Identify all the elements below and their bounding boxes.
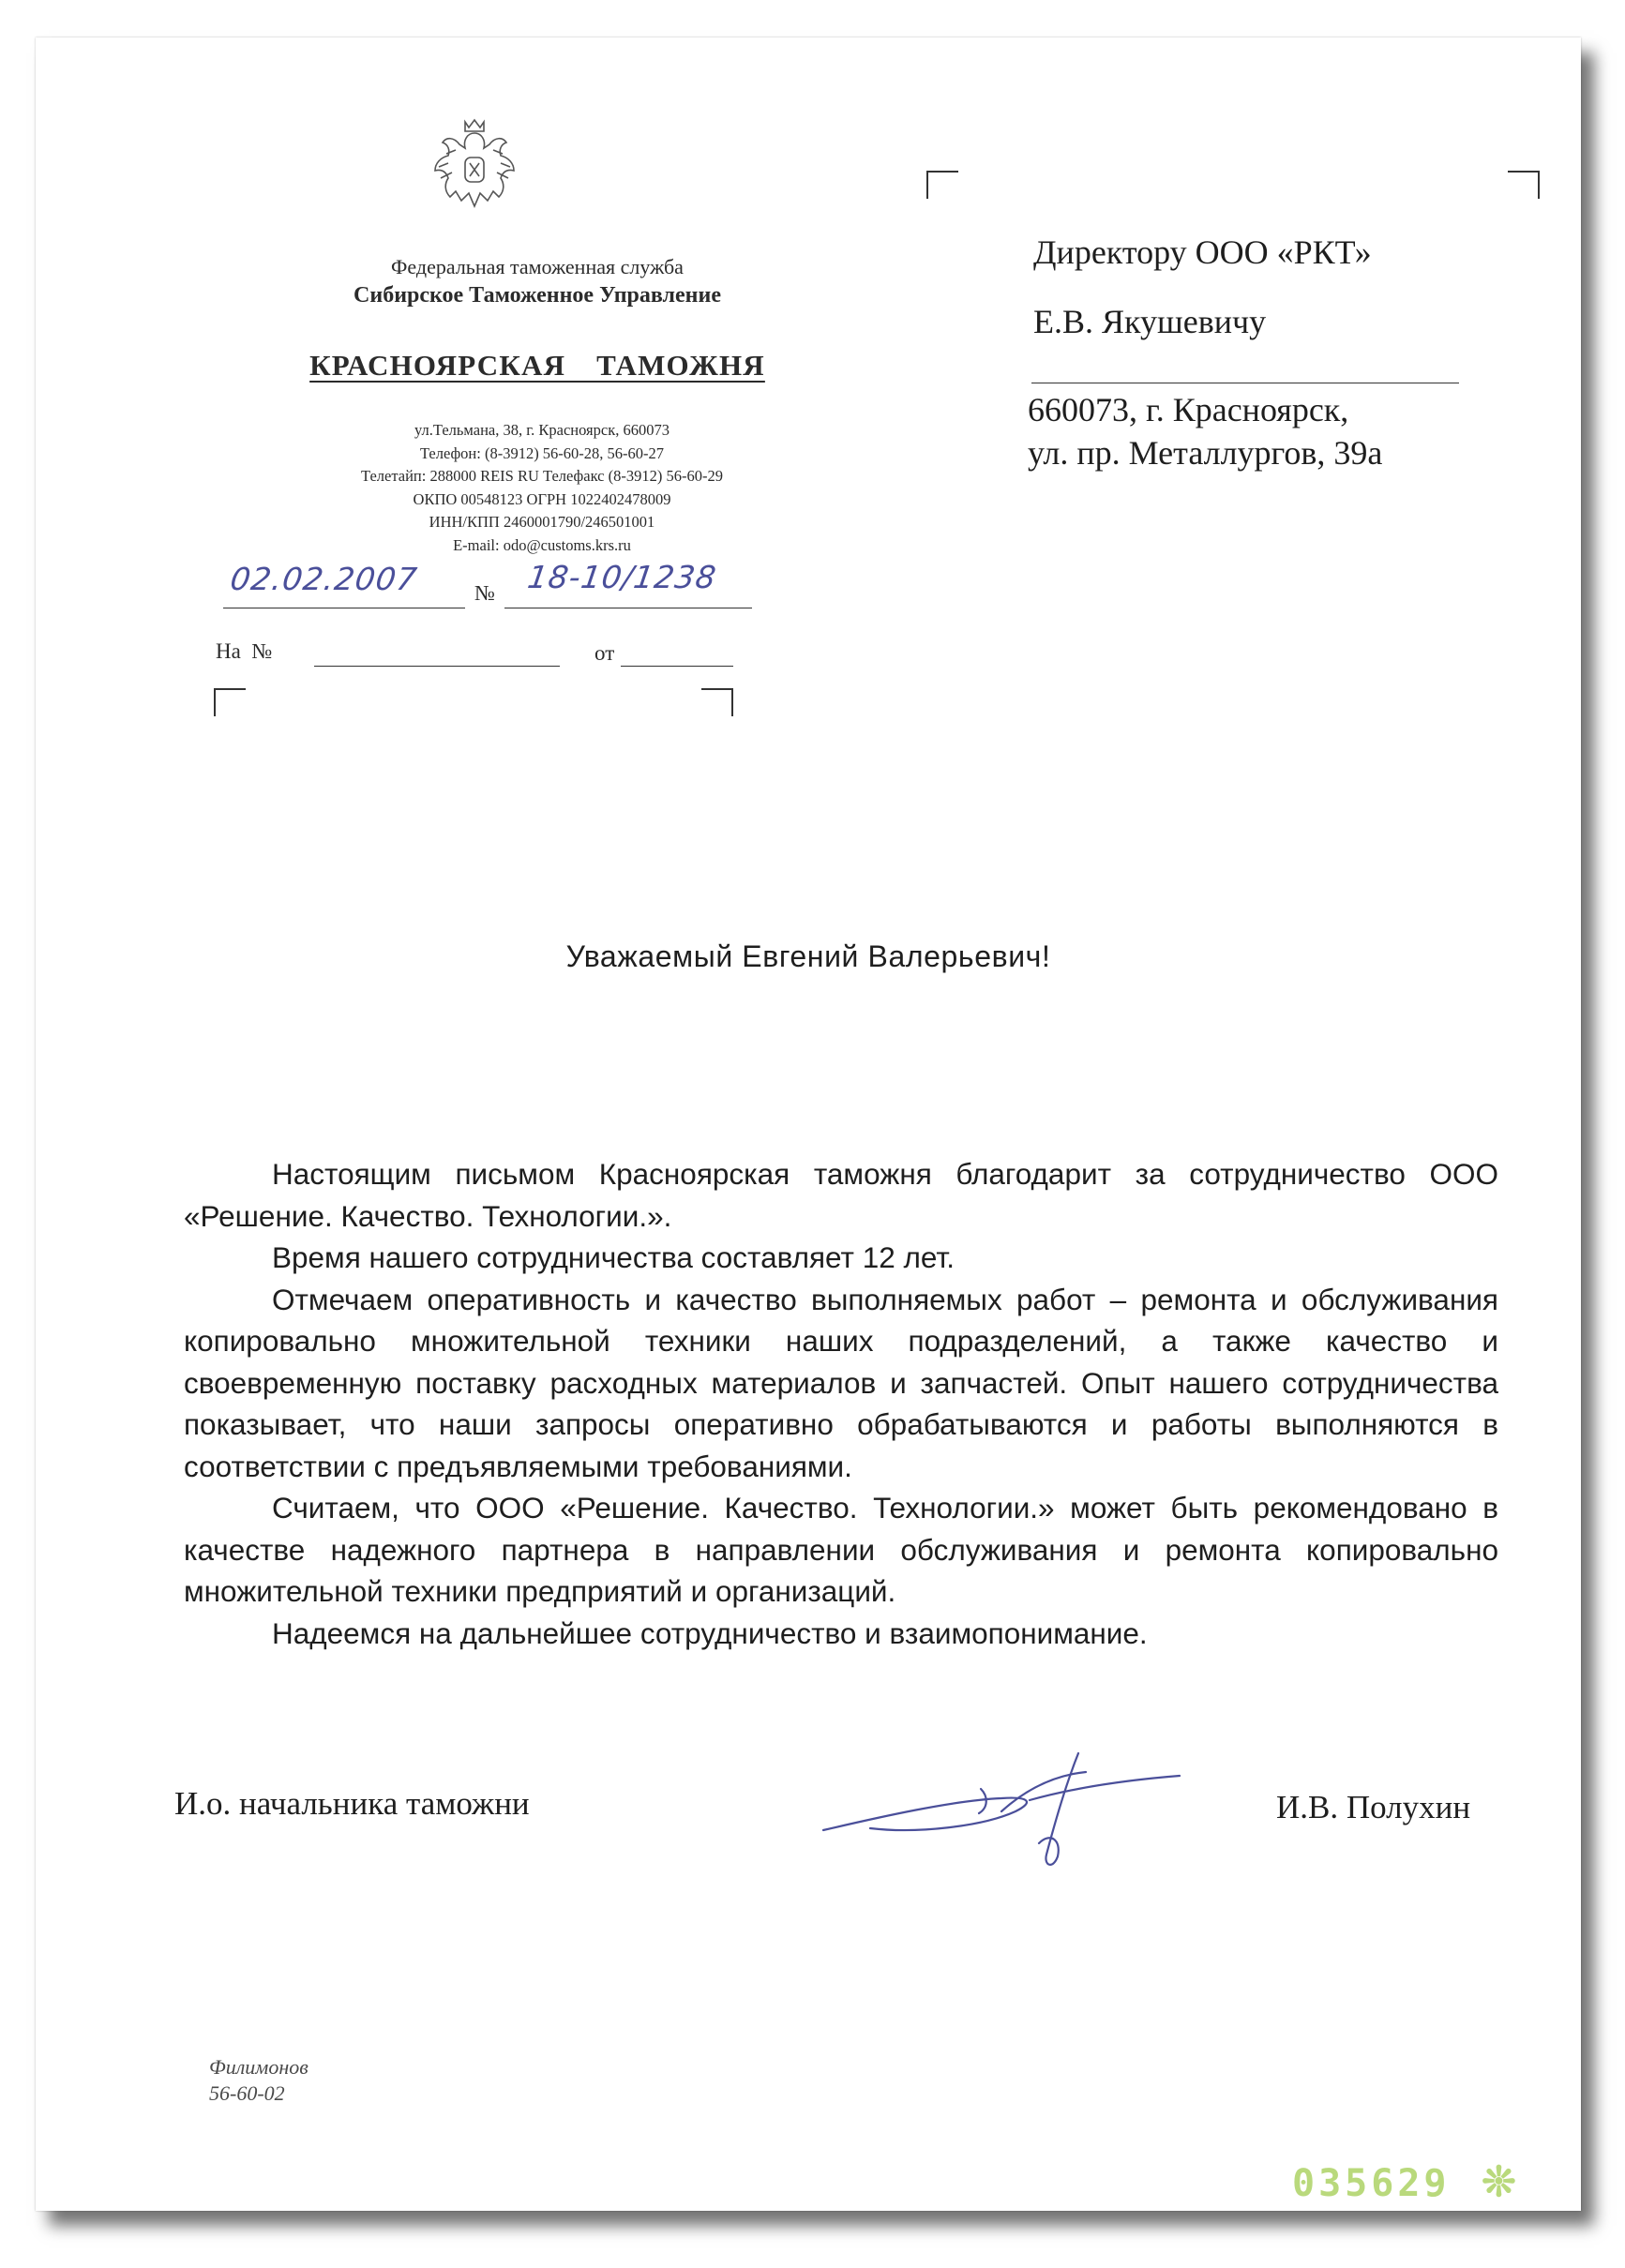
sender-address-block <box>261 419 823 557</box>
serial-mark-icon: ❊ <box>1482 2159 1516 2205</box>
recipient-street: ул. пр. Металлургов, 39а <box>1028 434 1383 472</box>
reference-number-line <box>314 666 560 667</box>
sender-teletype-fax: Телетайп: 288000 REIS RU Телефакс (8-3912) 56-60-29 <box>361 467 723 485</box>
recipient-corner-left <box>926 171 958 199</box>
sender-email: E-mail: odo@customs.krs.ru <box>453 535 631 554</box>
body-paragraph: Время нашего сотрудничества составляет 12 лет. <box>272 1240 955 1274</box>
address-corner-left <box>214 688 246 716</box>
directorate-name: Сибирское Таможенное Управление <box>354 283 721 308</box>
reference-number-label: На № <box>216 639 273 663</box>
registration-number: 18-10/1238 <box>525 559 719 595</box>
office-name: КРАСНОЯРСКАЯ ТАМОЖНЯ <box>309 349 765 382</box>
signatory-title: И.о. начальника таможни <box>174 1785 530 1822</box>
executor-phone: 56-60-02 <box>209 2081 285 2105</box>
address-corner-right <box>701 688 733 716</box>
reference-date-line <box>621 666 733 667</box>
signatory-name: И.В. Полухин <box>1276 1789 1471 1825</box>
body-paragraph: Считаем, что ООО «Решение. Качество. Технологии.» может быть рекомендовано в качестве надежного партнера в направлении обслуживания и ремонта копировально множительной техники предприятий и организаций. <box>184 1491 1498 1608</box>
recipient-name: Е.В. Якушевичу <box>1033 303 1267 340</box>
handwritten-signature <box>805 1735 1198 1875</box>
letter-page <box>36 38 1581 2211</box>
letter-greeting: Уважаемый Евгений Валерьевич! <box>565 939 1051 973</box>
registration-date: 02.02.2007 <box>228 561 420 597</box>
serial-number-stamp: 035629 <box>1292 2162 1451 2205</box>
recipient-position: Директору ООО «РКТ» <box>1033 233 1372 271</box>
recipient-corner-right <box>1508 171 1540 199</box>
number-label: № <box>474 581 495 605</box>
sender-okpo-ogrn: ОКПО 00548123 ОГРН 1022402478009 <box>413 489 671 508</box>
coat-of-arms-emblem <box>428 116 521 219</box>
sender-street: ул.Тельмана, 38, г. Красноярск, 660073 <box>414 421 670 439</box>
body-paragraph: Настоящим письмом Красноярская таможня благодарит за сотрудничество ООО «Решение. Качество. Технологии.». <box>184 1157 1498 1233</box>
recipient-city: 660073, г. Красноярск, <box>1028 391 1349 428</box>
letter-body <box>184 1153 1498 1654</box>
executor-name: Филимонов <box>209 2055 308 2079</box>
body-paragraph: Надеемся на дальнейшее сотрудничество и взаимопонимание. <box>272 1615 1148 1650</box>
federal-service-name: Федеральная таможенная служба <box>391 255 684 278</box>
body-paragraph: Отмечаем оперативность и качество выполняемых работ – ремонта и обслуживания копировально множительной техники наших подразделений, а также качество и своевременную поставку расходных материалов и запчастей. Опыт нашего сотрудничества показывает, что наши запросы оперативно обрабатываются и работы выполняются в соответствии с предъявляемыми требованиями. <box>184 1282 1498 1483</box>
reference-date-label: от <box>594 641 615 665</box>
sender-inn-kpp: ИНН/КПП 2460001790/246501001 <box>429 513 655 531</box>
sender-phone: Телефон: (8-3912) 56-60-28, 56-60-27 <box>419 443 665 462</box>
